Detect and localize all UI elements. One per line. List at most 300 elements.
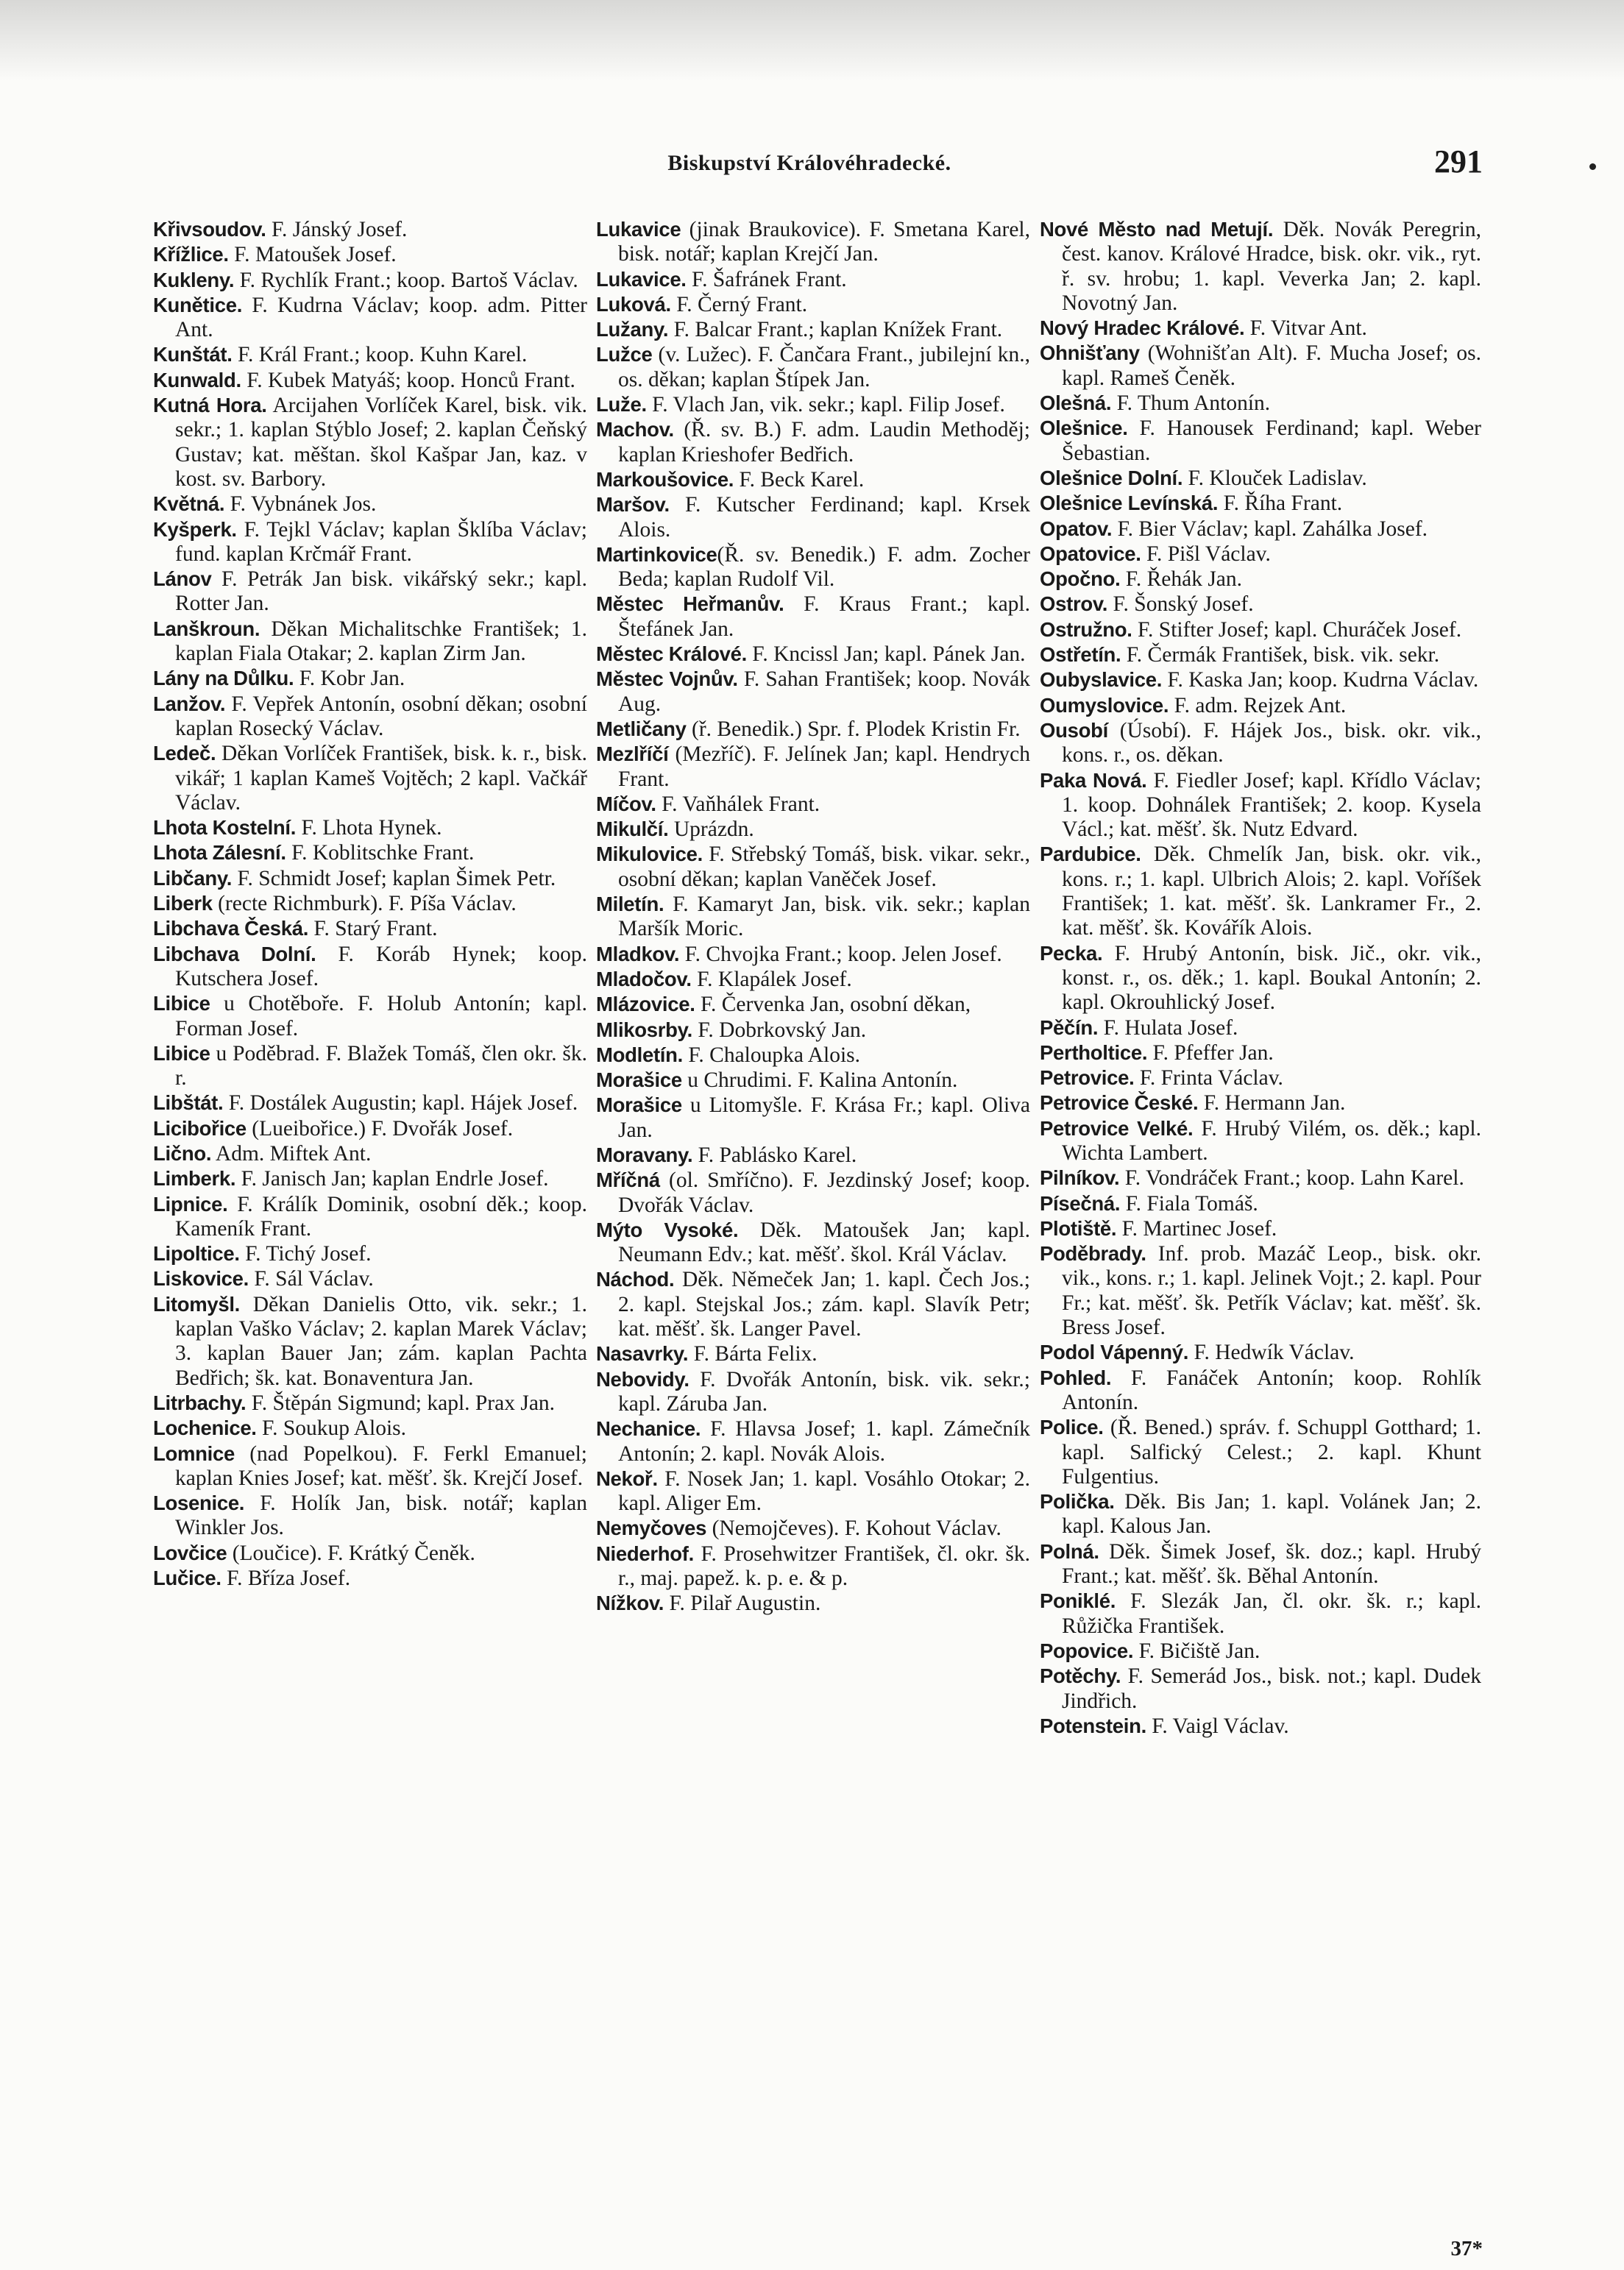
directory-entry <box>596 217 1030 267</box>
directory-entry <box>153 293 587 343</box>
entry-place: Luže. <box>596 393 647 416</box>
directory-entry <box>1040 842 1481 940</box>
directory-entry <box>153 815 587 840</box>
entry-text: Děkan Danielis Otto, vik. sekr.; 1. kaplan Vaško Václav; 2. kaplan Marek Václav; 3. kaplan Bauer Jan; zám. kaplan Pachta Bedřich; šk. kat. Bonaventura Jan. <box>175 1292 587 1390</box>
directory-entry <box>153 1116 587 1141</box>
entry-text: Děk. Matoušek Jan; kapl. Neumann Edv.; kat. měšť. škol. Král Václav. <box>618 1218 1030 1267</box>
directory-entry <box>1040 1065 1481 1090</box>
entry-place: Nasavrky. <box>596 1342 689 1366</box>
directory-entry <box>153 368 587 393</box>
entry-place: Metličany <box>596 717 687 740</box>
directory-entry <box>596 667 1030 717</box>
entry-place: Oubyslavice. <box>1040 668 1163 692</box>
directory-entry <box>1040 1241 1481 1340</box>
entry-place: Libice <box>153 992 210 1015</box>
entry-place: Lanškroun. <box>153 617 260 640</box>
entry-place: Poniklé. <box>1040 1589 1116 1613</box>
directory-entry <box>596 1267 1030 1341</box>
entry-text: F. Starý Frant. <box>308 917 438 941</box>
entry-text: F. Fiedler Josef; kapl. Křídlo Václav; 1. koop. Dohnálek František; 2. koop. Kysela Václ.; kat. měšť. šk. Nutz Edvard. <box>1062 768 1481 842</box>
directory-entry <box>1040 542 1481 567</box>
entry-text: F. Frinta Václav. <box>1134 1066 1283 1090</box>
entry-text: F. Klouček Ladislav. <box>1182 466 1367 490</box>
entry-place: Polná. <box>1040 1539 1099 1563</box>
entry-place: Městec Vojnův. <box>596 667 738 691</box>
entry-text: F. Střebský Tomáš, bisk. vikar. sekr., osobní děkan; kaplan Vaněček Josef. <box>618 843 1030 891</box>
directory-entry <box>596 717 1030 742</box>
entry-place: Míčov. <box>596 792 656 815</box>
entry-place: Olešnice Levínská. <box>1040 492 1219 515</box>
entry-place: Nový Hradec Králové. <box>1040 316 1245 340</box>
entry-text: F. Fiala Tomáš. <box>1120 1191 1258 1216</box>
entry-place: Nemyčoves <box>596 1517 707 1540</box>
entry-text: (recte Richmburk). F. Píša Václav. <box>212 892 517 916</box>
directory-entry <box>596 592 1030 642</box>
entry-place: Libchava Dolní. <box>153 942 316 965</box>
entry-text: (Ř. sv. B.) F. adm. Laudin Methoděj; kaplan Krieshofer Bedřich. <box>618 418 1030 467</box>
entry-text: (Ř. sv. Benedik.) F. adm. Zocher Beda; kaplan Rudolf Vil. <box>618 542 1030 592</box>
directory-entry <box>1040 1015 1481 1040</box>
entry-text: F. Říha Frant. <box>1218 492 1343 516</box>
directory-entry <box>153 1041 587 1091</box>
directory-entry <box>153 1266 587 1291</box>
entry-place: Losenice. <box>153 1492 245 1515</box>
entry-text: F. Bičiště Jan. <box>1133 1639 1260 1663</box>
entry-place: Ostřetín. <box>1040 643 1121 667</box>
entry-place: Olešnice. <box>1040 416 1128 440</box>
directory-entry <box>153 1241 587 1266</box>
directory-entry <box>153 1141 587 1166</box>
directory-entry <box>596 492 1030 542</box>
directory-entry <box>596 1416 1030 1466</box>
directory-entry <box>596 642 1030 667</box>
entry-place: Olešná. <box>1040 391 1112 415</box>
directory-entry <box>1040 517 1481 542</box>
directory-entry <box>153 692 587 742</box>
directory-entry <box>596 817 1030 842</box>
directory-entry <box>1040 1714 1481 1739</box>
directory-entry <box>1040 1166 1481 1191</box>
entry-text: F. Vaňhálek Frant. <box>656 792 820 816</box>
directory-entry <box>153 1541 587 1566</box>
entry-place: Niederhof. <box>596 1542 694 1565</box>
directory-entry <box>1040 491 1481 516</box>
entry-text: u Litomyšle. F. Krása Fr.; kapl. Oliva Jan. <box>618 1093 1030 1142</box>
entry-text: (nad Popelkou). F. Ferkl Emanuel; kaplan Knies Josef; kat. měšť. šk. Krejčí Josef. <box>175 1441 587 1490</box>
entry-text: F. Pfeffer Jan. <box>1147 1040 1274 1065</box>
entry-place: Křížlice. <box>153 243 229 266</box>
entry-place: Květná. <box>153 492 225 516</box>
signature-mark: 37* <box>1450 2237 1483 2260</box>
entry-place: Potenstein. <box>1040 1714 1146 1737</box>
entry-place: Lány na Důlku. <box>153 667 294 690</box>
entry-place: Mezlříčí <box>596 742 669 766</box>
entry-place: Limberk. <box>153 1167 236 1191</box>
entry-place: Křivsoudov. <box>153 218 266 241</box>
entry-place: Olešnice Dolní. <box>1040 466 1183 489</box>
entry-text: F. Koráb Hynek; koop. Kutschera Josef. <box>175 942 588 990</box>
directory-entry <box>1040 1639 1481 1664</box>
entry-text: F. Jánský Josef. <box>266 218 408 241</box>
entry-place: Opatov. <box>1040 517 1113 540</box>
entry-text: F. Chaloupka Alois. <box>682 1043 861 1067</box>
entry-place: Paka Nová. <box>1040 768 1147 792</box>
entry-text: F. Dvořák Antonín, bisk. vik. sekr.; kapl. Záruba Jan. <box>618 1367 1030 1416</box>
directory-entry <box>596 1341 1030 1366</box>
entry-text: F. Bárta Felix. <box>688 1342 818 1366</box>
entry-text: F. Hanousek Ferdinand; kapl. Weber Šebastian. <box>1062 416 1481 465</box>
directory-entry <box>596 1018 1030 1043</box>
directory-entry <box>596 1218 1030 1268</box>
entry-place: Ledeč. <box>153 742 216 765</box>
entry-text: F. Hrubý Vilém, os. děk.; kapl. Wichta Lambert. <box>1062 1116 1481 1165</box>
directory-entry <box>596 317 1030 342</box>
entry-text: F. Kutscher Ferdinand; kapl. Krsek Alois. <box>618 493 1030 542</box>
entry-text: F. Balcar Frant.; kaplan Knížek Frant. <box>668 318 1003 342</box>
entry-place: Lipoltice. <box>153 1242 240 1266</box>
directory-entry <box>596 392 1030 417</box>
directory-entry <box>1040 1366 1481 1416</box>
entry-place: Pecka. <box>1040 941 1103 965</box>
directory-entry <box>1040 941 1481 1015</box>
entry-text: F. Rychlík Frant.; koop. Bartoš Václav. <box>234 268 578 292</box>
entry-text: Adm. Miftek Ant. <box>211 1141 372 1166</box>
entry-place: Mýto Vysoké. <box>596 1218 739 1241</box>
directory-entry <box>596 1068 1030 1093</box>
entry-place: Popovice. <box>1040 1639 1134 1662</box>
entry-place: Morašice <box>596 1093 682 1117</box>
entry-text: F. Nosek Jan; 1. kapl. Vosáhlo Otokar; 2. kapl. Aliger Em. <box>618 1466 1030 1516</box>
entry-text: (Ř. Bened.) správ. f. Schuppl Gotthard; 1. kapl. Salfický Celest.; 2. kapl. Khunt Fulgentius. <box>1062 1416 1481 1489</box>
entry-place: Podol Vápenný. <box>1040 1341 1189 1364</box>
directory-entry <box>596 342 1030 392</box>
entry-place: Poděbrady. <box>1040 1242 1146 1266</box>
entry-text: F. Kudrna Václav; koop. adm. Pitter Ant. <box>175 293 587 342</box>
entry-text: F. Hermann Jan. <box>1198 1091 1346 1116</box>
directory-entry <box>153 1292 587 1391</box>
entry-place: Oumyslovice. <box>1040 693 1169 717</box>
entry-place: Mikulovice. <box>596 843 703 866</box>
directory-entry <box>1040 642 1481 667</box>
directory-entry <box>1040 693 1481 718</box>
directory-entry <box>596 942 1030 967</box>
entry-place: Moravany. <box>596 1143 693 1166</box>
entry-place: Plotiště. <box>1040 1216 1117 1240</box>
directory-entry <box>1040 1090 1481 1116</box>
entry-text: F. Thum Antonín. <box>1111 391 1271 416</box>
entry-place: Pertholtice. <box>1040 1040 1148 1064</box>
directory-entry <box>1040 718 1481 768</box>
directory-entry <box>153 517 587 567</box>
directory-entry <box>153 217 587 242</box>
entry-text: F. Stifter Josef; kapl. Churáček Josef. <box>1132 617 1462 642</box>
entry-place: Kunětice. <box>153 293 243 316</box>
entry-text: F. Martinec Josef. <box>1116 1216 1277 1241</box>
entry-place: Machov. <box>596 418 674 441</box>
running-header: Biskupství Královéhradecké. <box>667 151 951 175</box>
entry-text: F. Hedwík Václav. <box>1188 1341 1355 1365</box>
directory-entry <box>153 1166 587 1191</box>
directory-entry <box>596 842 1030 892</box>
directory-entry <box>1040 466 1481 491</box>
entry-text: u Chotěboře. F. Holub Antonín; kapl. Forman Josef. <box>175 992 587 1040</box>
entry-text: F. Tichý Josef. <box>239 1242 372 1266</box>
entry-place: Potěchy. <box>1040 1664 1121 1688</box>
entry-text: F. Holík Jan, bisk. notář; kaplan Winkler Jos. <box>175 1492 587 1540</box>
entry-place: Morašice <box>596 1068 682 1092</box>
entry-place: Městec Heřmanův. <box>596 592 784 616</box>
directory-entry <box>153 1090 587 1116</box>
entry-text: F. Schmidt Josef; kaplan Šimek Petr. <box>232 866 556 890</box>
entry-text: F. Janisch Jan; kaplan Endrle Josef. <box>235 1167 549 1191</box>
directory-entry <box>1040 416 1481 466</box>
directory-entry <box>1040 391 1481 416</box>
directory-entry <box>1040 567 1481 592</box>
entry-text: Děkan Michalitschke František; 1. kaplan Fiala Otakar; 2. kaplan Zirm Jan. <box>175 617 587 666</box>
directory-entry <box>153 891 587 916</box>
page-number: 291 <box>1434 143 1483 180</box>
entry-text: Děkan Vorlíček František, bisk. k. r., bisk. vikář; 1 kaplan Kameš Vojtěch; 2 kapl. Vačkář Václav. <box>175 742 587 815</box>
entry-text: F. Koblitschke Frant. <box>286 841 475 865</box>
entry-text: F. Šonský Josef. <box>1107 592 1254 617</box>
directory-entry <box>1040 592 1481 617</box>
entry-place: Opočno. <box>1040 567 1121 591</box>
directory-entry <box>153 617 587 667</box>
entry-place: Liskovice. <box>153 1267 249 1291</box>
entry-place: Ostružno. <box>1040 617 1132 641</box>
entry-place: Mikulčí. <box>596 817 669 841</box>
directory-entry <box>153 1491 587 1541</box>
entry-text: F. Králík Dominik, osobní děk.; koop. Kameník Frant. <box>175 1192 587 1241</box>
directory-entry <box>596 967 1030 992</box>
entry-text: (Úsobí). F. Hájek Jos., bisk. okr. vik., kons. r., os. děkan. <box>1062 718 1481 767</box>
entry-text: F. Dostálek Augustin; kapl. Hájek Josef. <box>223 1091 578 1116</box>
entry-place: Ohnišťany <box>1040 341 1140 365</box>
directory-entry <box>596 267 1030 292</box>
entry-text: Děk. Bis Jan; 1. kapl. Volánek Jan; 2. kapl. Kalous Jan. <box>1062 1490 1481 1539</box>
directory-entry <box>1040 1539 1481 1589</box>
entry-text: F. Král Frant.; koop. Kuhn Karel. <box>232 343 528 367</box>
entry-place: Mlázovice. <box>596 993 695 1016</box>
entry-place: Nekoř. <box>596 1466 658 1490</box>
entry-text: F. Matoušek Josef. <box>228 243 397 267</box>
directory-entry <box>596 742 1030 792</box>
entry-text: F. Semerád Jos., bisk. not.; kapl. Dudek Jindřich. <box>1062 1664 1481 1713</box>
entry-place: Polička. <box>1040 1490 1115 1514</box>
entry-text: F. Vepřek Antonín, osobní děkan; osobní kaplan Rosecký Václav. <box>175 692 587 740</box>
directory-entry <box>153 268 587 293</box>
entry-place: Petrovice. <box>1040 1066 1135 1090</box>
directory-entry <box>596 1466 1030 1517</box>
directory-entry <box>596 892 1030 942</box>
column-1 <box>153 217 587 1591</box>
entry-place: Libchava Česká. <box>153 917 309 940</box>
directory-entry <box>153 567 587 617</box>
directory-entry <box>153 840 587 865</box>
directory-entry <box>596 1093 1030 1143</box>
directory-entry <box>153 393 587 492</box>
entry-place: Lukavice <box>596 218 681 241</box>
directory-entry <box>596 1168 1030 1218</box>
entry-text: F. Pilař Augustin. <box>664 1592 821 1616</box>
entry-place: Kukleny. <box>153 268 235 291</box>
entry-place: Lánov <box>153 567 212 591</box>
entry-text: F. Kamaryt Jan, bisk. vik. sekr.; kaplan Maršík Moric. <box>618 893 1030 941</box>
entry-place: Nové Město nad Metují. <box>1040 218 1274 241</box>
entry-text: Děk. Šimek Josef, šk. doz.; kapl. Hrubý Frant.; kat. měšť. šk. Běhal Antonín. <box>1062 1539 1481 1589</box>
entry-place: Lužany. <box>596 318 669 341</box>
entry-text: u Chrudimi. F. Kalina Antonín. <box>681 1068 958 1093</box>
directory-entry <box>596 467 1030 492</box>
entry-place: Luková. <box>596 292 671 316</box>
directory-entry <box>596 992 1030 1017</box>
margin-mark <box>1589 163 1596 170</box>
directory-entry <box>1040 217 1481 316</box>
entry-place: Kyšperk. <box>153 517 237 541</box>
directory-entry <box>1040 1415 1481 1489</box>
entry-place: Ostrov. <box>1040 592 1108 616</box>
entry-text: F. Šafránek Frant. <box>686 267 847 291</box>
entry-place: Martinkovice <box>596 542 717 566</box>
entry-place: Mříčná <box>596 1168 660 1192</box>
entry-place: Libštát. <box>153 1091 224 1115</box>
entry-place: Petrovice Velké. <box>1040 1116 1194 1140</box>
entry-text: (Lueibořice.) F. Dvořák Josef. <box>246 1116 514 1141</box>
entry-place: Kunštát. <box>153 343 233 366</box>
entry-place: Lochenice. <box>153 1416 257 1440</box>
entry-place: Opatovice. <box>1040 542 1141 565</box>
entry-text: F. Klapálek Josef. <box>691 967 852 991</box>
entry-text: F. Prosehwitzer František, čl. okr. šk. r., maj. papež. k. p. e. & p. <box>618 1542 1030 1591</box>
entry-text: Inf. prob. Mazáč Leop., bisk. okr. vik., kons. r.; 1. kapl. Jelinek Vojt.; 2. kapl. Pour Fr.; kat. měšť. šk. Petřík Václav; kat. měšť. šk. Bress Josef. <box>1062 1242 1481 1340</box>
entry-place: Kutná Hora. <box>153 394 267 417</box>
directory-entry <box>1040 1340 1481 1365</box>
entry-text: F. Vlach Jan, vik. sekr.; kapl. Filip Josef. <box>646 393 1005 417</box>
entry-text: F. Vitvar Ant. <box>1244 316 1367 341</box>
directory-entry <box>153 666 587 691</box>
entry-text: (jinak Braukovice). F. Smetana Karel, bisk. notář; kaplan Krejčí Jan. <box>618 218 1030 266</box>
directory-entry <box>1040 768 1481 843</box>
entry-text: (ol. Smříčno). F. Jezdinský Josef; koop. Dvořák Václav. <box>618 1168 1030 1217</box>
column-2 <box>596 217 1030 1617</box>
directory-entry <box>153 741 587 815</box>
entry-text: F. Vybnánek Jos. <box>224 492 377 517</box>
directory-entry <box>1040 1664 1481 1714</box>
directory-entry <box>153 866 587 891</box>
entry-text: F. Hlavsa Josef; 1. kapl. Zámečník Antonín; 2. kapl. Novák Alois. <box>618 1417 1030 1466</box>
directory-entry <box>596 1043 1030 1068</box>
entry-text: F. Černý Frant. <box>670 292 808 316</box>
entry-place: Libčany. <box>153 866 233 890</box>
directory-entry <box>596 1143 1030 1168</box>
entry-text: (Nemojčeves). F. Kohout Václav. <box>706 1517 1001 1541</box>
entry-place: Lhota Zálesní. <box>153 841 286 865</box>
entry-place: Náchod. <box>596 1268 675 1291</box>
entry-place: Lukavice. <box>596 267 687 291</box>
entry-place: Mlikosrby. <box>596 1018 692 1041</box>
entry-place: Pardubice. <box>1040 843 1141 866</box>
entry-text: (Loučice). F. Krátký Čeněk. <box>227 1541 475 1565</box>
entry-text: F. Kraus Frant.; kapl. Štefánek Jan. <box>618 592 1030 641</box>
entry-place: Lomnice <box>153 1441 235 1465</box>
entry-place: Police. <box>1040 1416 1104 1439</box>
entry-place: Maršov. <box>596 493 670 517</box>
entry-place: Lovčice <box>153 1541 227 1564</box>
entry-text: F. Hrubý Antonín, bisk. Jič., okr. vik., konst. r., os. děk.; 1. kapl. Boukal Antonín; 2. kapl. Okrouhlický Josef. <box>1062 941 1481 1015</box>
entry-text: F. Vondráček Frant.; koop. Lahn Karel. <box>1119 1166 1464 1191</box>
entry-place: Lhota Kostelní. <box>153 816 297 840</box>
directory-entry <box>1040 667 1481 692</box>
entry-text: F. Čermák František, bisk. vik. sekr. <box>1121 643 1440 667</box>
directory-entry <box>596 1542 1030 1592</box>
entry-text: F. Beck Karel. <box>734 467 865 492</box>
directory-entry <box>153 991 587 1041</box>
entry-text: F. Hulata Josef. <box>1098 1015 1238 1040</box>
entry-place: Litomyšl. <box>153 1292 241 1316</box>
entry-text: (v. Lužec). F. Čančara Frant., jubilejní kn., os. děkan; kaplan Štípek Jan. <box>618 343 1030 391</box>
entry-text: F. Soukup Alois. <box>256 1416 407 1441</box>
directory-entry <box>596 1367 1030 1417</box>
directory-entry <box>1040 1116 1481 1166</box>
entry-place: Pěčín. <box>1040 1015 1099 1039</box>
entry-place: Mladočov. <box>596 967 692 990</box>
directory-entry <box>1040 617 1481 642</box>
entry-place: Lučice. <box>153 1567 221 1590</box>
entry-text: F. Kubek Matyáš; koop. Honců Frant. <box>241 368 575 392</box>
entry-text: Děk. Chmelík Jan, bisk. okr. vik., kons. r.; 1. kapl. Ulbrich Alois; 2. kapl. Voříšek František; 1. kat. měšť. šk. Lankramer Fr., 2. kat. měšť. šk. Kovářík Alois. <box>1062 843 1481 940</box>
directory-entry <box>153 1416 587 1441</box>
entry-text: Arcijahen Vorlíček Karel, bisk. vik. sekr.; 1. kaplan Stýblo Josef; 2. kaplan Čeňský Gustav; kat. měštan. škol Kašpar Jan, kaz. v kost. sv. Barbory. <box>175 394 587 491</box>
entry-place: Nížkov. <box>596 1592 664 1615</box>
entry-text: F. Sál Václav. <box>249 1267 374 1291</box>
entry-text: (ř. Benedik.) Spr. f. Plodek Kristin Fr. <box>686 717 1021 741</box>
entry-text: F. Petrák Jan bisk. vikářský sekr.; kapl. Rotter Jan. <box>175 567 587 616</box>
entry-text: F. Bier Václav; kapl. Zahálka Josef. <box>1112 517 1428 541</box>
directory-entry <box>153 342 587 367</box>
directory-entry <box>1040 341 1481 391</box>
entry-place: Pilníkov. <box>1040 1166 1120 1190</box>
entry-place: Pohled. <box>1040 1366 1112 1389</box>
entry-text: F. Kobr Jan. <box>294 667 405 691</box>
entry-place: Petrovice České. <box>1040 1091 1199 1115</box>
column-3 <box>1040 217 1481 1739</box>
entry-text: F. Kncissl Jan; kapl. Pánek Jan. <box>746 642 1026 667</box>
directory-entry <box>153 942 587 992</box>
entry-place: Lužce <box>596 343 653 366</box>
entry-text: F. Vaigl Václav. <box>1146 1714 1289 1738</box>
entry-text: Uprázdn. <box>668 817 754 842</box>
entry-place: Mladkov. <box>596 942 680 965</box>
entry-text: (Mezříč). F. Jelínek Jan; kapl. Hendrych Frant. <box>618 742 1030 791</box>
entry-text: F. Pišl Václav. <box>1141 542 1271 566</box>
directory-entry <box>153 1192 587 1242</box>
entry-text: F. Fanáček Antonín; koop. Rohlík Antonín. <box>1062 1366 1481 1414</box>
directory-entry <box>596 417 1030 467</box>
entry-place: Lanžov. <box>153 692 226 715</box>
entry-text: F. Slezák Jan, čl. okr. šk. r.; kapl. Růžička František. <box>1062 1589 1481 1638</box>
entry-place: Licibořice <box>153 1116 247 1140</box>
entry-text: F. adm. Rejzek Ant. <box>1169 693 1347 717</box>
entry-text: F. Červenka Jan, osobní děkan, <box>695 993 971 1017</box>
directory-entry <box>1040 316 1481 341</box>
directory-entry <box>153 1441 587 1492</box>
directory-entry <box>1040 1191 1481 1216</box>
entry-place: Písečná. <box>1040 1191 1121 1215</box>
directory-entry <box>1040 1216 1481 1241</box>
entry-place: Modletín. <box>596 1043 683 1066</box>
entry-text: F. Tejkl Václav; kaplan Šklíba Václav; fund. kaplan Krčmář Frant. <box>175 517 587 566</box>
directory-entry <box>153 916 587 941</box>
